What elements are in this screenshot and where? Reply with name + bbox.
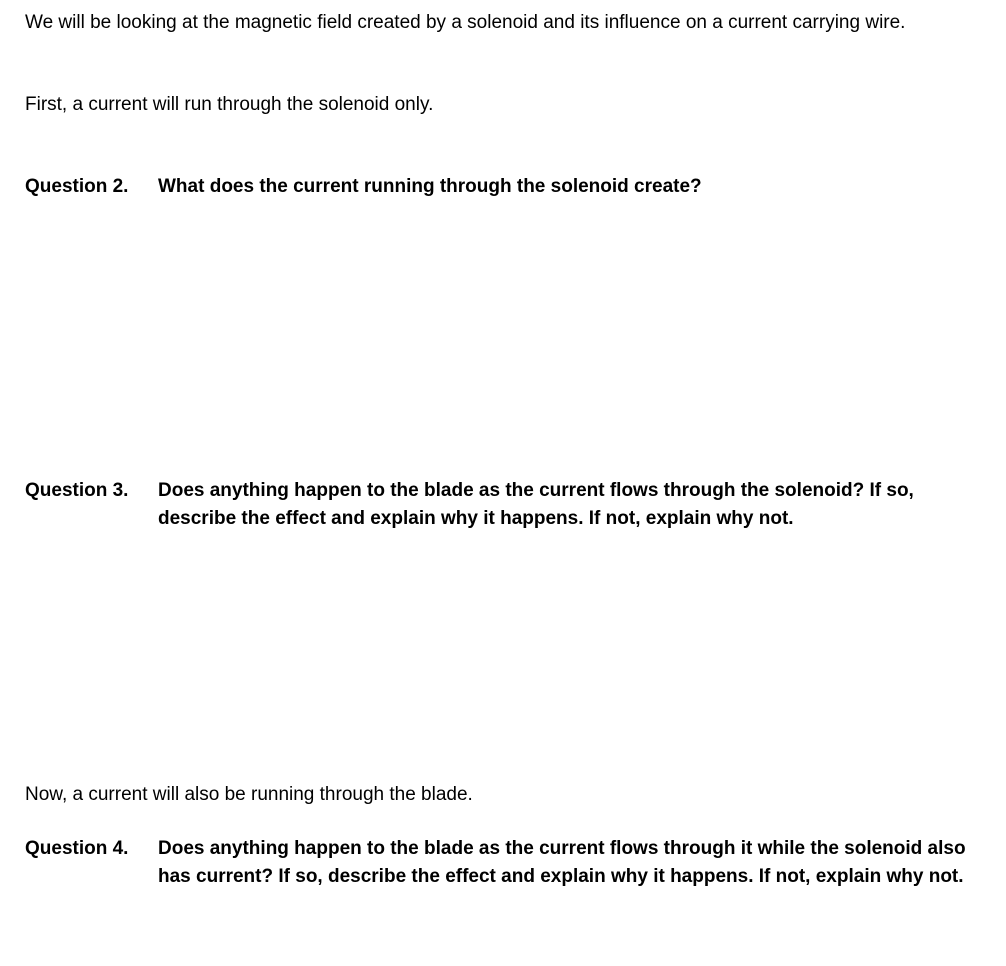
intro-paragraph: We will be looking at the magnetic field created by a solenoid and its influence on a current carrying wire. xyxy=(25,12,906,33)
question-label: Question 3. xyxy=(25,480,129,501)
question-label: Question 4. xyxy=(25,838,129,859)
question-4 xyxy=(25,835,975,891)
question-text: Does anything happen to the blade as the current flows through it while the solenoid also has current? If so, describe the effect and explain why it happens. If not, explain why not. xyxy=(158,838,966,887)
question-label: Question 2. xyxy=(25,176,129,197)
question-text: Does anything happen to the blade as the current flows through the solenoid? If so, describe the effect and explain why it happens. If not, explain why not. xyxy=(158,480,914,529)
first-instruction: First, a current will run through the solenoid only. xyxy=(25,94,434,115)
question-2 xyxy=(25,173,975,201)
second-instruction: Now, a current will also be running through the blade. xyxy=(25,784,473,805)
question-text: What does the current running through the solenoid create? xyxy=(158,176,702,197)
question-3 xyxy=(25,477,975,533)
